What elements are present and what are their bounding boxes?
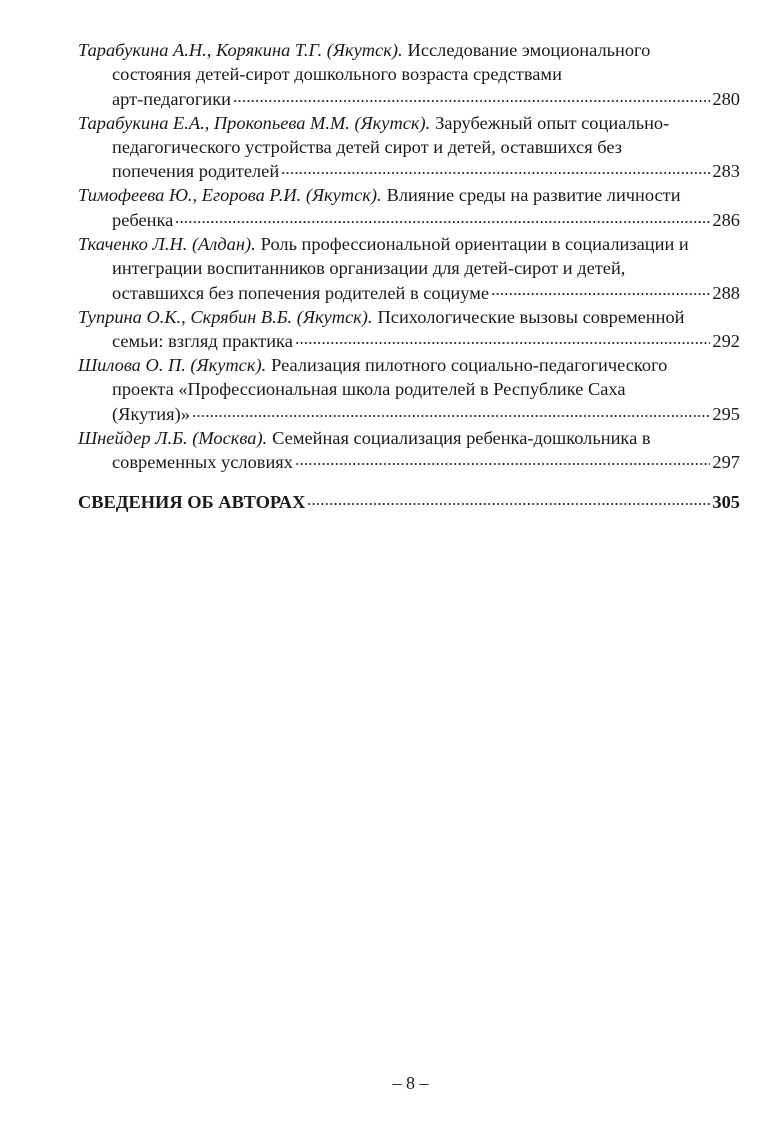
entry-title: интеграции воспитанников организации для детей-сирот и детей, (112, 258, 626, 279)
toc-entry-line (78, 62, 740, 86)
entry-title: Исследование эмоционального (407, 40, 651, 60)
toc-entry[interactable] (78, 38, 740, 111)
entry-author: Тарабукина А.Н., Корякина Т.Г. (Якутск). (78, 40, 403, 60)
entry-author: Шнейдер Л.Б. (Москва). (78, 427, 268, 448)
toc-entry-line (78, 183, 740, 207)
toc-entry-line (78, 401, 740, 425)
entry-title: Роль профессиональной ориентации в социализации и (260, 233, 689, 254)
entry-title: Реализация пилотного социально-педагогического (271, 355, 668, 376)
toc-entry-line (78, 256, 740, 280)
toc-entry-line (78, 329, 740, 353)
page-number: 288 (712, 282, 740, 303)
entry-title: арт-педагогики (112, 88, 231, 109)
toc-entry-line (78, 135, 740, 159)
entry-title: оставшихся без попечения родителей в социуме (112, 282, 490, 303)
toc-entry-line (78, 38, 740, 62)
page-footer-number: – 8 – (392, 1073, 429, 1093)
page-number: 305 (712, 491, 740, 512)
dot-leader (192, 401, 710, 419)
toc-entries (78, 38, 740, 474)
toc-entry-line (78, 207, 740, 231)
page-number: 297 (712, 452, 740, 473)
toc-entry-line (78, 86, 740, 110)
table-of-contents (78, 38, 740, 514)
page-number: 295 (712, 403, 740, 424)
entry-author: Ткаченко Л.Н. (Алдан). (78, 233, 256, 254)
toc-entry[interactable] (78, 353, 740, 426)
dot-leader (295, 450, 710, 468)
entry-author: Туприна О.К., Скрябин В.Б. (Якутск). (78, 306, 373, 327)
dot-leader (295, 329, 711, 347)
entry-title: Психологические вызовы современной (377, 306, 685, 327)
page-number: 280 (712, 88, 740, 109)
toc-entry-line (78, 450, 740, 474)
toc-entry-line (78, 232, 740, 256)
page-number: 286 (712, 209, 740, 230)
entry-title: попечения родителей (112, 161, 280, 182)
toc-entry-line (78, 426, 740, 450)
entry-title: состояния детей-сирот дошкольного возраста средствами (112, 64, 562, 85)
toc-entry-line (78, 353, 740, 377)
dot-leader (233, 86, 710, 104)
entry-title: Зарубежный опыт социально- (435, 112, 670, 133)
entry-title: семьи: взгляд практика (112, 331, 293, 352)
entry-author: Шилова О. П. (Якутск). (78, 355, 267, 376)
toc-entry[interactable] (78, 111, 740, 184)
entry-title: Семейная социализация ребенка-дошкольника в (272, 427, 651, 448)
entry-title: Влияние среды на развитие личности (386, 185, 681, 206)
toc-entry[interactable] (78, 426, 740, 475)
entry-title: (Якутия)» (112, 403, 190, 424)
page-number: 292 (712, 331, 740, 352)
toc-entry[interactable] (78, 232, 740, 305)
toc-entry-line (78, 111, 740, 135)
dot-leader (281, 159, 710, 177)
page-number: 283 (712, 161, 740, 182)
toc-entry-authors-info[interactable] (78, 489, 740, 513)
entry-title: современных условиях (112, 452, 293, 473)
entry-title: педагогического устройства детей сирот и детей, оставшихся без (112, 136, 623, 157)
toc-entry[interactable] (78, 183, 740, 232)
toc-entry-line (78, 377, 740, 401)
toc-entry[interactable] (78, 305, 740, 354)
toc-entry-line (78, 305, 740, 329)
entry-title: проекта «Профессиональная школа родителей в Республике Саха (112, 379, 626, 400)
toc-entry-line (78, 280, 740, 304)
entry-author: Тимофеева Ю., Егорова Р.И. (Якутск). (78, 185, 382, 206)
section-title: СВЕДЕНИЯ ОБ АВТОРАХ (78, 491, 306, 512)
entry-author: Тарабукина Е.А., Прокопьева М.М. (Якутск). (78, 112, 431, 133)
dot-leader (175, 207, 710, 225)
toc-entry-line (78, 159, 740, 183)
dot-leader (491, 280, 710, 298)
dot-leader (307, 489, 710, 507)
entry-title: ребенка (112, 209, 174, 230)
